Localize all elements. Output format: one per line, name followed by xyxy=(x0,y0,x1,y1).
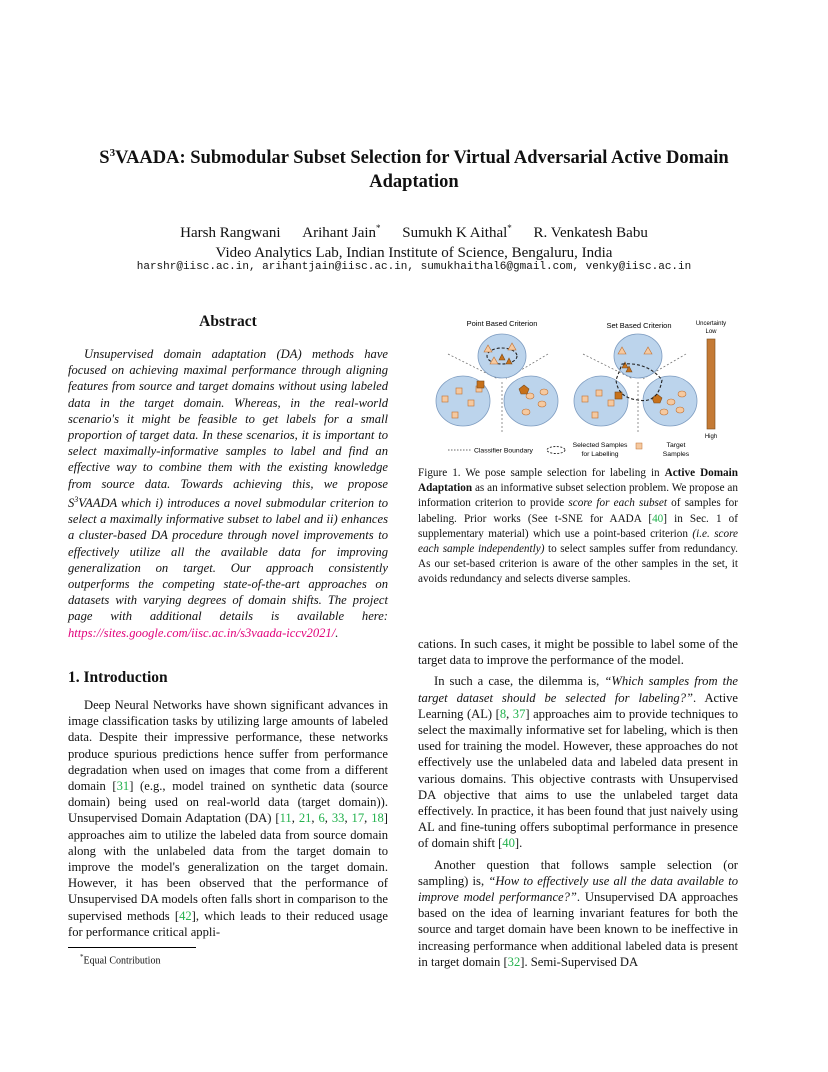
citation-link[interactable]: 33 xyxy=(331,811,345,826)
section-heading-introduction: 1. Introduction xyxy=(68,669,168,686)
legend-selected-symbol xyxy=(547,447,565,454)
footnote: *Equal Contribution xyxy=(80,953,161,967)
citation-link[interactable]: 11 xyxy=(279,811,292,826)
intro-paragraph: Deep Neural Networks have shown significant advances in image classification tasks by utilizing large amounts of labeled data. Despite their impressive performance, these networks produce spurious predictions hence suffer from performance degradation when used on images that come from a different domain [31] (e.g., model trained on synthetic data (source domain) being used on real-world data (target domain)). Unsupervised Domain Adaptation (DA) [11, 21, 6, 33, 17, 18] approaches aim to utilize the labeled data from source domain along with the unlabeled data from the target domain to improve the model's generalization on the target domain. However, it has been observed that the performance of Unsupervised DA models often falls short in comparison to the supervised methods [42], which leads to their reduced usage for performance critical appli- xyxy=(68,698,389,939)
legend-target-2: Samples xyxy=(662,451,690,458)
fig-label-point: Point Based Criterion xyxy=(466,319,538,328)
author-block xyxy=(0,218,828,263)
citation-link[interactable]: 37 xyxy=(512,706,526,721)
author-name: Sumukh K Aithal* xyxy=(402,223,512,241)
abstract-text: Unsupervised domain adaptation (DA) methods have focused on achieving maximal performance through aligning features from source and target domains without using labeled data in the target domain. Whereas, in the real-world scenario's it might be feasible to get labels for a small proportion of target data. In these scenarios, it is important to select maximally-informative samples to label and find an effective way to combine them with the existing knowledge from source data. Towards achieving this, we propose $S^3VAADA$ which i) introduces a novel submodular criterion to select a maximally informative subset to label and ii) enhances a cluster-based DA procedure through novel improvements to effectively utilize all the available data for improving generalization on target. Our approach consistently outperforms the competing state-of-the-art approaches on datasets with varying degrees of domain shifts. The project page with additional details is available here: https://sites.google.com/iisc.ac.in/s3vaada-iccv2021/. xyxy=(68,347,388,640)
project-link[interactable]: https://sites.google.com/iisc.ac.in/s3vaada-iccv2021/ xyxy=(68,625,336,640)
uncertainty-bar xyxy=(707,339,715,429)
paragraph-question: Another question that follows sample selection (or sampling) is, “How to effectively use all the data available to improve model performance?”. Unsupervised DA approaches based on the idea of learning invariant features for both the source and target domain have been known to be ineffective in increasing performance when additional labeled data is present in target domain [32]. Semi-Supervised DA xyxy=(418,857,738,969)
citation-link[interactable]: 31 xyxy=(116,779,130,794)
fig-label-high: High xyxy=(704,434,718,440)
abstract-heading: Abstract xyxy=(199,313,257,330)
selected-square-left xyxy=(477,381,484,388)
citation-link[interactable]: 6 xyxy=(318,811,325,826)
author-emails: harshr@iisc.ac.in, arihantjain@iisc.ac.in, sumukhaithal6@gmail.com, venky@iisc.ac.in xyxy=(136,261,692,273)
affiliation: Video Analytics Lab, Indian Institute of Science, Bengaluru, India xyxy=(215,245,613,261)
author-name: Arihant Jain* xyxy=(302,223,381,241)
figure-1 xyxy=(418,314,738,464)
citation-link[interactable]: 8 xyxy=(499,706,507,721)
citation-link[interactable]: 17 xyxy=(351,811,365,826)
citation-link[interactable]: 40 xyxy=(652,512,664,525)
legend-target: Target xyxy=(666,442,686,449)
cluster-br xyxy=(504,376,558,426)
paragraph-dilemma: In such a case, the dilemma is, “Which samples from the target dataset should be selected for labeling?”. Active Learning (AL) [8, 37] approaches aim to provide techniques to select the maximally informative set for labeling, which is then used for training the model. However, these approaches do not effectively use the unlabeled data and labeled data present in various domains. This objective contrasts with Unsupervised DA objective that aims to use the unlabeled target data effectively. In practice, it has been found that just naively using AL and fine-tuning offers suboptimal performance in presence of domain shift [40]. xyxy=(418,674,739,851)
right-column-text xyxy=(418,636,738,975)
legend-selected-2: for Labelling xyxy=(581,451,619,458)
legend-selected: Selected Samples xyxy=(572,442,628,449)
citation-link[interactable]: 32 xyxy=(507,954,521,969)
citation-link[interactable]: 42 xyxy=(179,908,192,923)
citation-link[interactable]: 18 xyxy=(371,811,384,826)
selected-square-right xyxy=(615,392,622,399)
figure-caption: Figure 1. We pose sample selection for labeling in Active Domain Adaptation as an informative subset selection problem. We propose an information criterion to provide score for each subset of samples for labeling. Prior works (See t-SNE for AADA [40] in Sec. 1 of supplementary material) which use a point-based criterion (i.e. score each sample independently) to select samples suffer from redundancy. As our set-based criterion is aware of the other samples in the set, it avoids redundancy and selects diverse samples. xyxy=(418,467,739,586)
citation-link[interactable]: 40 xyxy=(502,836,515,851)
footnote-rule xyxy=(68,947,196,948)
legend-target-symbol xyxy=(636,443,642,449)
author-name: Harsh Rangwani xyxy=(180,225,281,241)
citation-link[interactable]: 21 xyxy=(298,811,312,826)
legend-boundary: Classifier Boundary xyxy=(474,447,533,455)
paper-title: $S^3VAADA$: Submodular Subset Selection for Virtual Adversarial Active Domain Adaptation xyxy=(99,147,729,193)
fig-label-low: Low xyxy=(705,329,717,335)
author-name: R. Venkatesh Babu xyxy=(533,225,648,241)
paragraph-continued: cations. In such cases, it might be possible to label some of the target data to improve the performance of the model. xyxy=(418,637,738,668)
fig-label-uncertainty: Uncertainty xyxy=(695,321,727,327)
cluster-top-right xyxy=(614,334,662,378)
fig-label-set: Set Based Criterion xyxy=(606,321,672,330)
